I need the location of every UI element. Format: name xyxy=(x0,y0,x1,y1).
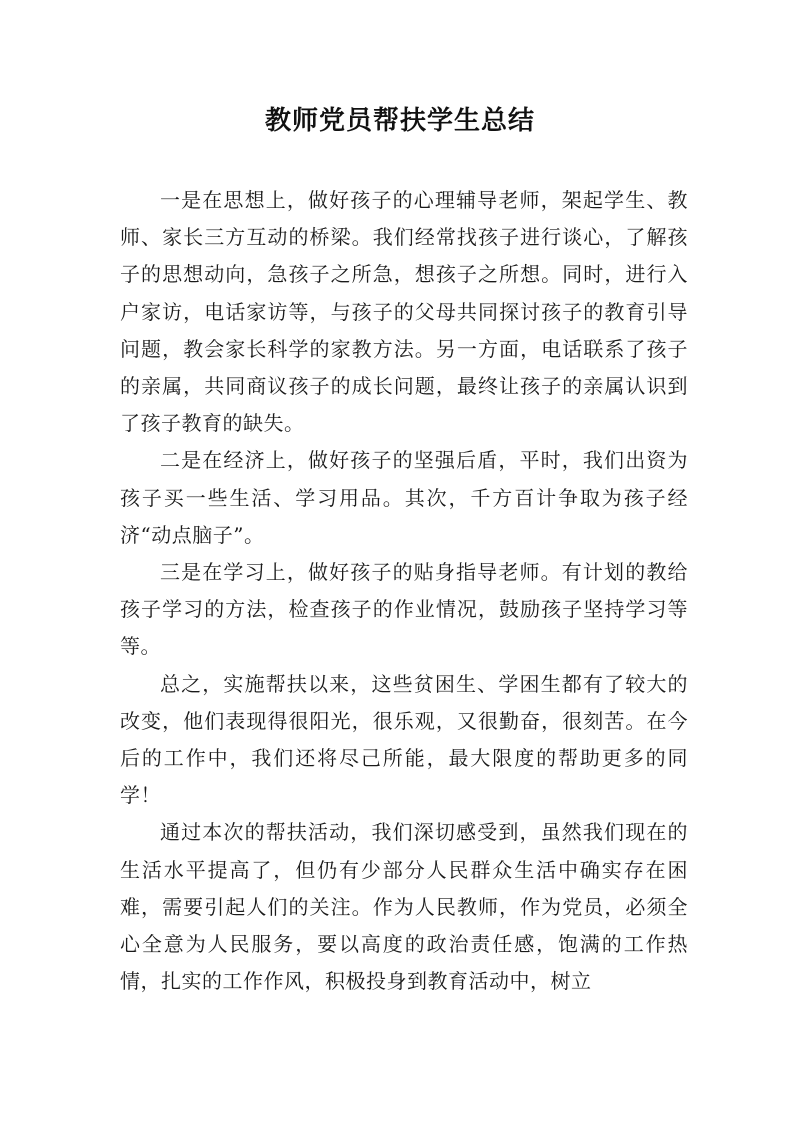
paragraph-reflection: 通过本次的帮扶活动，我们深切感受到，虽然我们现在的生活水平提高了，但仍有少部分人民群众生活中确实存在困难，需要引起人们的关注。作为人民教师，作为党员，必须全心全意为人民服务，要以高度的政治责任感，饱满的工作热情，扎实的工作作风，积极投身到教育活动中，树立 xyxy=(120,820,688,994)
paragraph-summary: 总之，实施帮扶以来，这些贫困生、学困生都有了较大的改变，他们表现得很阳光，很乐观，又很勤奋，很刻苦。在今后的工作中，我们还将尽己所能，最大限度的帮助更多的同学！ xyxy=(120,671,688,808)
paragraph-thought: 一是在思想上，做好孩子的心理辅导老师，架起学生、教师、家长三方互动的桥梁。我们经常找孩子进行谈心，了解孩子的思想动向，急孩子之所急，想孩子之所想。同时，进行入户家访，电话家访等，与孩子的父母共同探讨孩子的教育引导问题，教会家长科学的家教方法。另一方面，电话联系了孩子的亲属，共同商议孩子的成长问题，最终让孩子的亲属认识到了孩子教育的缺失。 xyxy=(120,188,688,436)
document-title: 教师党员帮扶学生总结 xyxy=(264,106,535,136)
document-body xyxy=(120,182,688,1000)
paragraph-study: 三是在学习上，做好孩子的贴身指导老师。有计划的教给孩子学习的方法，检查孩子的作业情况，鼓励孩子坚持学习等等。 xyxy=(120,560,688,659)
paragraph-economy: 二是在经济上，做好孩子的坚强后盾，平时，我们出资为孩子买一些生活、学习用品。其次，千方百计争取为孩子经济“动点脑子”。 xyxy=(120,448,688,547)
